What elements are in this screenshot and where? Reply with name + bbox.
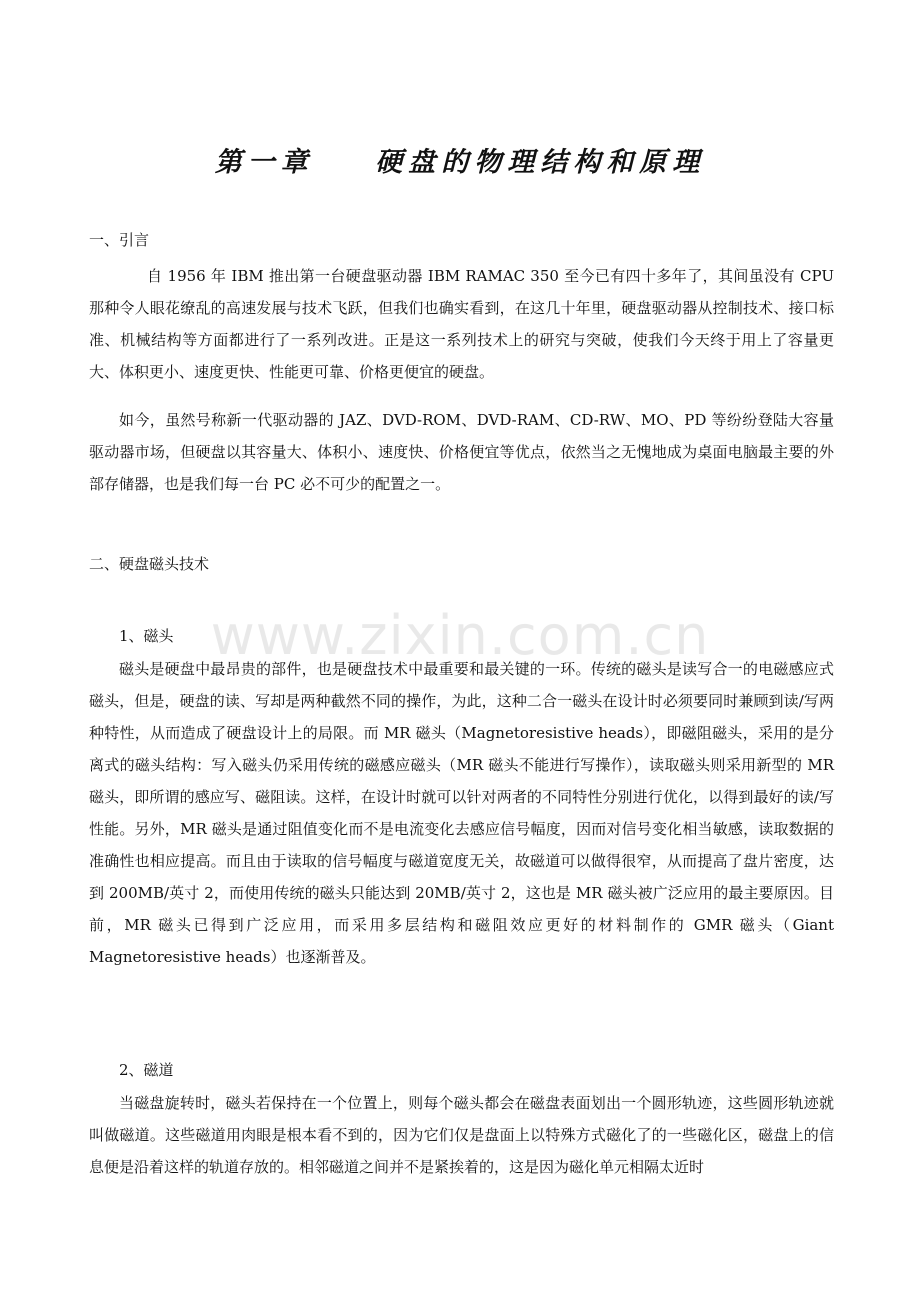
- subsection-heading-track: 2、磁道: [119, 1061, 174, 1079]
- section-heading-intro: 一、引言: [89, 231, 150, 249]
- head-paragraph: 磁头是硬盘中最昂贵的部件，也是硬盘技术中最重要和最关键的一环。传统的磁头是读写合一的电磁感应式磁头，但是，硬盘的读、写却是两种截然不同的操作，为此，这种二合一磁头在设计时必须要同时兼顾到读/写两种特性，从而造成了硬盘设计上的局限。而 MR 磁头（Magnetoresistive heads），即磁阻磁头，采用的是分离式的磁头结构：写入磁头仍采用传统的磁感应磁头（MR 磁头不能进行写操作），读取磁头则采用新型的 MR 磁头，即所谓的感应写、磁阻读。这样，在设计时就可以针对两者的不同特性分别进行优化，以得到最好的读/写性能。另外，MR 磁头是通过阻值变化而不是电流变化去感应信号幅度，因而对信号变化相当敏感，读取数据的准确性也相应提高。而且由于读取的信号幅度与磁道宽度无关，故磁道可以做得很窄，从而提高了盘片密度，达到 200MB/英寸 2，而使用传统的磁头只能达到 20MB/英寸 2，这也是 MR 磁头被广泛应用的最主要原因。目前，MR 磁头已得到广泛应用，而采用多层结构和磁阻效应更好的材料制作的 GMR 磁头（Giant Magnetoresistive heads）也逐渐普及。: [89, 660, 834, 966]
- subsection-heading-head: 1、磁头: [119, 627, 174, 645]
- section-heading-heads: 二、硬盘磁头技术: [89, 555, 210, 573]
- chapter-title: 第一章 硬盘的物理结构和原理: [214, 147, 706, 178]
- track-paragraph: 当磁盘旋转时，磁头若保持在一个位置上，则每个磁头都会在磁盘表面划出一个圆形轨迹，这些圆形轨迹就叫做磁道。这些磁道用肉眼是根本看不到的，因为它们仅是盘面上以特殊方式磁化了的一些磁化区，磁盘上的信息便是沿着这样的轨道存放的。相邻磁道之间并不是紧挨着的，这是因为磁化单元相隔太近时: [89, 1094, 834, 1176]
- watermark: www.zixin.com.cn: [210, 604, 710, 667]
- intro-paragraph-2: 如今，虽然号称新一代驱动器的 JAZ、DVD-ROM、DVD-RAM、CD-RW、MO、PD 等纷纷登陆大容量驱动器市场，但硬盘以其容量大、体积小、速度快、价格便宜等优点，依然当之无愧地成为桌面电脑最主要的外部存储器，也是我们每一台 PC 必不可少的配置之一。: [89, 411, 834, 493]
- intro-paragraph-1: 自 1956 年 IBM 推出第一台硬盘驱动器 IBM RAMAC 350 至今已有四十多年了，其间虽没有 CPU 那种令人眼花缭乱的高速发展与技术飞跃，但我们也确实看到，在这几十年里，硬盘驱动器从控制技术、接口标准、机械结构等方面都进行了一系列改进。正是这一系列技术上的研究与突破，使我们今天终于用上了容量更大、体积更小、速度更快、性能更可靠、价格更便宜的硬盘。: [89, 267, 834, 381]
